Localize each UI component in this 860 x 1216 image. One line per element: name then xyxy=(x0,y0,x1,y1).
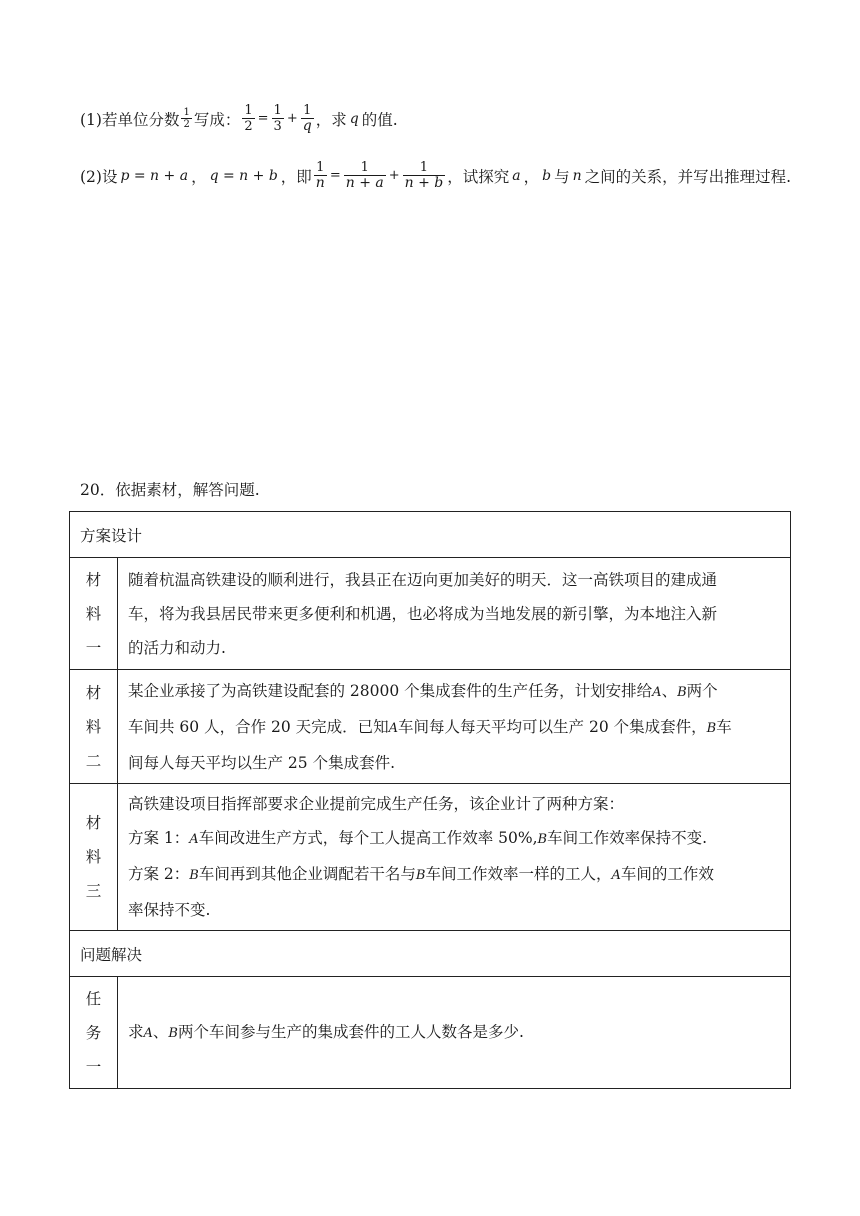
material-2-label: 材 料 二 xyxy=(70,670,118,784)
q1-suffix-a: ，求 xyxy=(315,110,347,129)
q1-fraction-q: $\frac{1}{q}$ xyxy=(302,103,312,134)
q1-prefix: (1)若单位分数 xyxy=(80,110,180,129)
q1-suffix-b: 的值. xyxy=(361,110,398,129)
q2-fraction-n-plus-a: $\frac{1}{n + a}$ xyxy=(345,160,384,191)
task-1-label: 任 务 一 xyxy=(70,977,118,1089)
material-3-content: 高铁建设项目指挥部要求企业提前完成生产任务，该企业计了两种方案： 方案 1：A车间改进生产方式，每个工人提高工作效率 50%,B车间工作效率保持不变. 方案 2：B车间再到其他企业调配若干名与B车间工作效率一样的工人，A车间的工作效 率保持不变. xyxy=(118,784,791,931)
q2-expr-p: p = n + a xyxy=(120,167,189,184)
q2-fraction-n: $\frac{1}{n}$ xyxy=(315,160,325,191)
q1-equals: = xyxy=(257,111,269,126)
q1-mid: 写成： xyxy=(193,110,241,129)
material-1-label: 材 料 一 xyxy=(70,558,118,670)
q2-prefix: (2)设 xyxy=(80,167,118,186)
section-plan-design: 方案设计 xyxy=(70,512,791,558)
q1-fraction-lhs: $\frac{1}{2}$ xyxy=(244,103,253,134)
q2-expr-q: q = n + b xyxy=(209,167,278,184)
q1-plus: + xyxy=(286,111,298,126)
section-problem-solving: 问题解决 xyxy=(70,931,791,977)
material-3-label: 材 料 三 xyxy=(70,784,118,931)
material-1-content: 随着杭温高铁建设的顺利进行，我县正在迈向更加美好的明天．这一高铁项目的建成通 车，将为我县居民带来更多便利和机遇，也必将成为当地发展的新引擎，为本地注入新 的活力和动力. xyxy=(118,558,791,670)
problem-20-table xyxy=(69,511,791,1089)
question-2: (2)设 p = n + a ， q = n + b ，即 $\frac{1}{n}$ = $\frac{1}{n + a}$ + $\frac{1}{n + b}$ ，试探究 a ， b 与 n 之间的关系，并写出推理过程. xyxy=(80,160,792,191)
problem-20-heading: 20．依据素材，解答问题. xyxy=(80,481,260,499)
material-2-content: 某企业承接了为高铁建设配套的 28000 个集成套件的生产任务，计划安排给A、B两个 车间共 60 人，合作 20 天完成．已知A车间每人每天平均可以生产 20 个集成套件，B车 间每人每天平均以生产 25 个集成套件. xyxy=(118,670,791,784)
q1-var-q: q xyxy=(349,110,359,127)
q1-fraction-third: $\frac{1}{3}$ xyxy=(273,103,282,134)
q1-fraction-half: $\frac{1}{2}$ xyxy=(183,107,190,130)
task-1-content: 求A、B两个车间参与生产的集成套件的工人人数各是多少. xyxy=(118,977,791,1089)
question-1 xyxy=(80,103,398,134)
q2-fraction-n-plus-b: $\frac{1}{n + b}$ xyxy=(404,160,444,191)
